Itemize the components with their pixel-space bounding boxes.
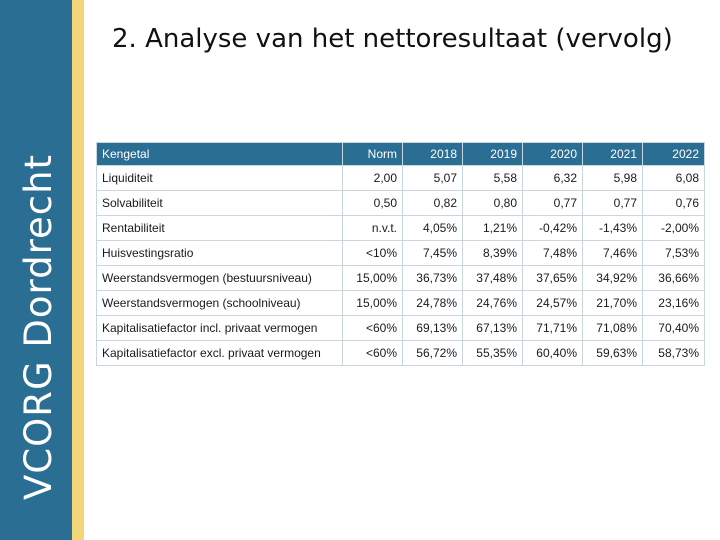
cell-norm: 0,50 [343,191,403,216]
cell-norm: <10% [343,241,403,266]
cell-kengetal: Liquiditeit [97,166,343,191]
table-row [97,166,705,191]
cell-kengetal: Weerstandsvermogen (bestuursniveau) [97,266,343,291]
cell-norm: <60% [343,316,403,341]
table-row [97,266,705,291]
cell-2018: 4,05% [403,216,463,241]
table-row [97,291,705,316]
cell-2018: 0,82 [403,191,463,216]
cell-2019: 67,13% [463,316,523,341]
cell-2019: 0,80 [463,191,523,216]
header-2022: 2022 [643,143,705,166]
cell-2021: -1,43% [583,216,643,241]
cell-2018: 36,73% [403,266,463,291]
cell-2021: 0,77 [583,191,643,216]
kengetallen-table [96,142,705,366]
cell-2020: 37,65% [523,266,583,291]
cell-2021: 21,70% [583,291,643,316]
header-kengetal: Kengetal [97,143,343,166]
cell-2022: 23,16% [643,291,705,316]
cell-2019: 24,76% [463,291,523,316]
cell-norm: 15,00% [343,266,403,291]
cell-2022: 0,76 [643,191,705,216]
cell-2022: 6,08 [643,166,705,191]
cell-2019: 8,39% [463,241,523,266]
cell-2018: 7,45% [403,241,463,266]
cell-2018: 5,07 [403,166,463,191]
cell-kengetal: Weerstandsvermogen (schoolniveau) [97,291,343,316]
header-norm: Norm [343,143,403,166]
header-2019: 2019 [463,143,523,166]
cell-2018: 56,72% [403,341,463,366]
sidebar-accent-stripe [72,0,84,540]
cell-2022: 58,73% [643,341,705,366]
cell-2018: 24,78% [403,291,463,316]
table-row [97,216,705,241]
cell-kengetal: Kapitalisatiefactor excl. privaat vermogen [97,341,343,366]
cell-2020: 0,77 [523,191,583,216]
table-row [97,316,705,341]
cell-2019: 55,35% [463,341,523,366]
table-header-row [97,143,705,166]
cell-2022: 36,66% [643,266,705,291]
slide-title: 2. Analyse van het nettoresultaat (vervolg) [112,24,673,54]
cell-2020: 24,57% [523,291,583,316]
cell-2021: 34,92% [583,266,643,291]
cell-norm: <60% [343,341,403,366]
cell-2020: 7,48% [523,241,583,266]
header-2021: 2021 [583,143,643,166]
header-2018: 2018 [403,143,463,166]
cell-2020: -0,42% [523,216,583,241]
cell-2019: 37,48% [463,266,523,291]
cell-2021: 59,63% [583,341,643,366]
cell-2019: 5,58 [463,166,523,191]
cell-2020: 60,40% [523,341,583,366]
cell-kengetal: Kapitalisatiefactor incl. privaat vermogen [97,316,343,341]
cell-kengetal: Solvabiliteit [97,191,343,216]
table-row [97,341,705,366]
cell-2018: 69,13% [403,316,463,341]
cell-kengetal: Huisvestingsratio [97,241,343,266]
cell-kengetal: Rentabiliteit [97,216,343,241]
cell-norm: n.v.t. [343,216,403,241]
cell-2019: 1,21% [463,216,523,241]
table-row [97,191,705,216]
table-row [97,241,705,266]
cell-2021: 71,08% [583,316,643,341]
header-2020: 2020 [523,143,583,166]
cell-2022: 70,40% [643,316,705,341]
cell-2021: 5,98 [583,166,643,191]
cell-2022: -2,00% [643,216,705,241]
cell-norm: 15,00% [343,291,403,316]
cell-2020: 6,32 [523,166,583,191]
cell-2021: 7,46% [583,241,643,266]
cell-2020: 71,71% [523,316,583,341]
cell-2022: 7,53% [643,241,705,266]
brand-vertical-text: VCORG Dordrecht [17,153,60,500]
cell-norm: 2,00 [343,166,403,191]
